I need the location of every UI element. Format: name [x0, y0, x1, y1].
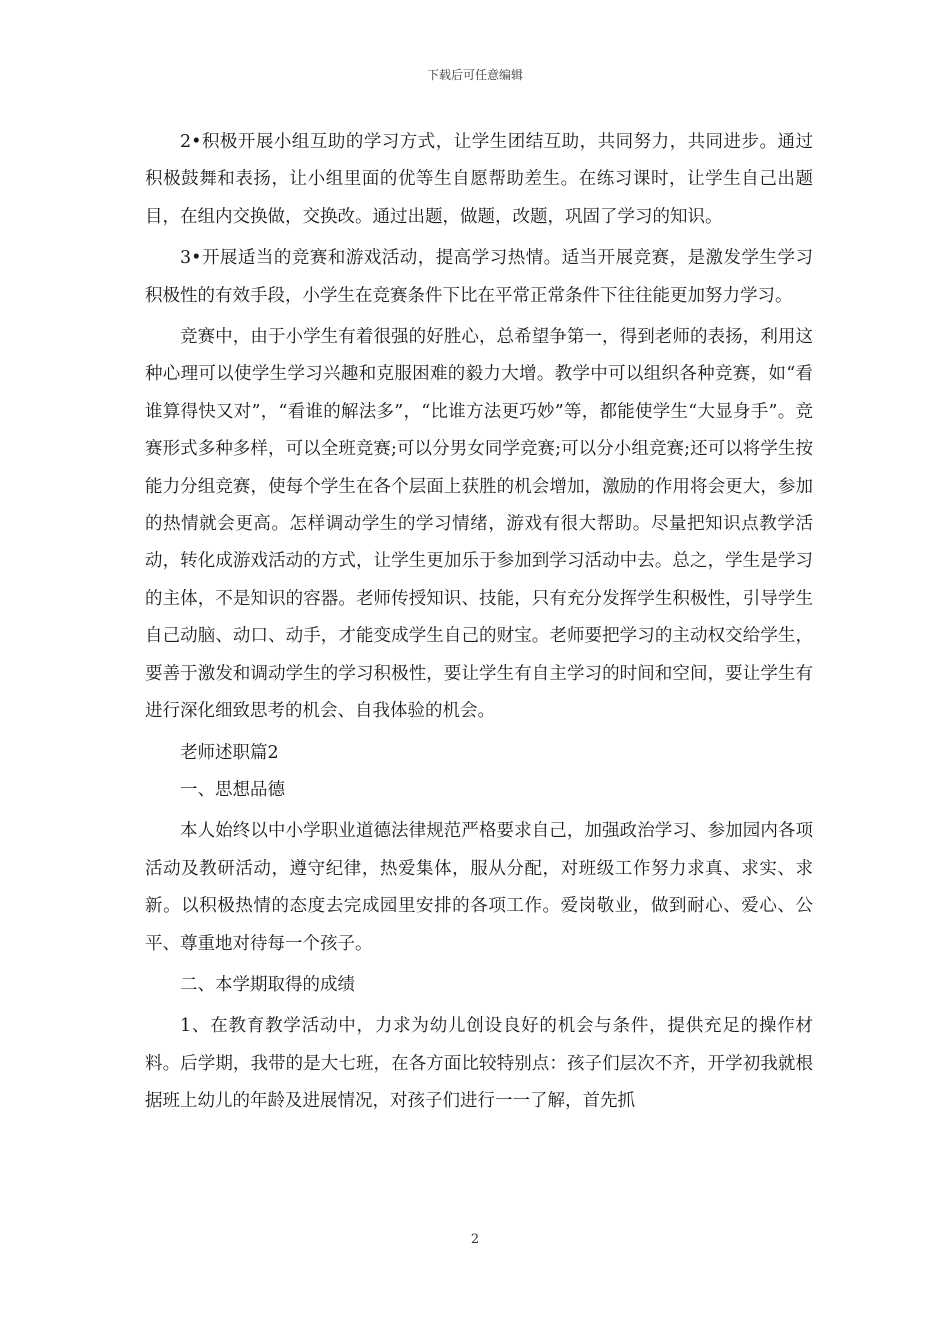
document-body	[145, 124, 813, 1121]
paragraph-teaching-activities: 1、在教育教学活动中，力求为幼儿创设良好的机会与条件，提供充足的操作材料。后学期，我带的是大七班，在各方面比较特别点：孩子们层次不齐，开学初我就根据班上幼儿的年龄及进展情况，对孩子们进行一一了解，首先抓	[145, 1016, 813, 1112]
paragraph-cooperative-learning: 2•积极开展小组互助的学习方式，让学生团结互助，共同努力，共同进步。通过积极鼓舞和表扬，让小组里面的优等生自愿帮助差生。在练习课时，让学生自己出题目，在组内交换做，交换改。通过出题，做题，改题，巩固了学习的知识。	[145, 132, 813, 227]
heading-ideology-morality: 一、思想品德	[180, 779, 285, 800]
section-title-report-2: 老师述职篇2	[180, 742, 279, 763]
heading-achievements: 二、本学期取得的成绩	[180, 974, 355, 995]
paragraph-competition-details: 竞赛中，由于小学生有着很强的好胜心，总希望争第一，得到老师的表扬，利用这种心理可以使学生学习兴趣和克服困难的毅力大增。教学中可以组织各种竞赛，如“看谁算得快又对”，“看谁的解法多”，“比谁方法更巧妙”等，都能使学生“大显身手”。竞赛形式多种多样，可以全班竞赛;可以分男女同学竞赛;可以分小组竞赛;还可以将学生按能力分组竞赛，使每个学生在各个层面上获胜的机会增加，激励的作用将会更大，参加的热情就会更高。怎样调动学生的学习情绪，游戏有很大帮助。尽量把知识点教学活动，转化成游戏活动的方式，让学生更加乐于参加到学习活动中去。总之，学生是学习的主体，不是知识的容器。老师传授知识、技能，只有充分发挥学生积极性，引导学生自己动脑、动口、动手，才能变成学生自己的财宝。老师要把学习的主动权交给学生，要善于激发和调动学生的学习积极性，要让学生有自主学习的时间和空间，要让学生有进行深化细致思考的机会、自我体验的机会。	[145, 327, 813, 722]
paragraph-competition-games: 3•开展适当的竞赛和游戏活动，提高学习热情。适当开展竞赛，是激发学生学习积极性的有效手段，小学生在竞赛条件下比在平常正常条件下往往能更加努力学习。	[145, 248, 813, 306]
paragraph-ideology-morality: 本人始终以中小学职业道德法律规范严格要求自己，加强政治学习、参加园内各项活动及教研活动，遵守纪律，热爱集体，服从分配，对班级工作努力求真、求实、求新。以积极热情的态度去完成园里安排的各项工作。爱岗敬业，做到耐心、爱心、公平、尊重地对待每一个孩子。	[145, 821, 813, 954]
page-header: 下载后可任意编辑	[426, 68, 523, 82]
page-number: 2	[470, 1232, 480, 1247]
